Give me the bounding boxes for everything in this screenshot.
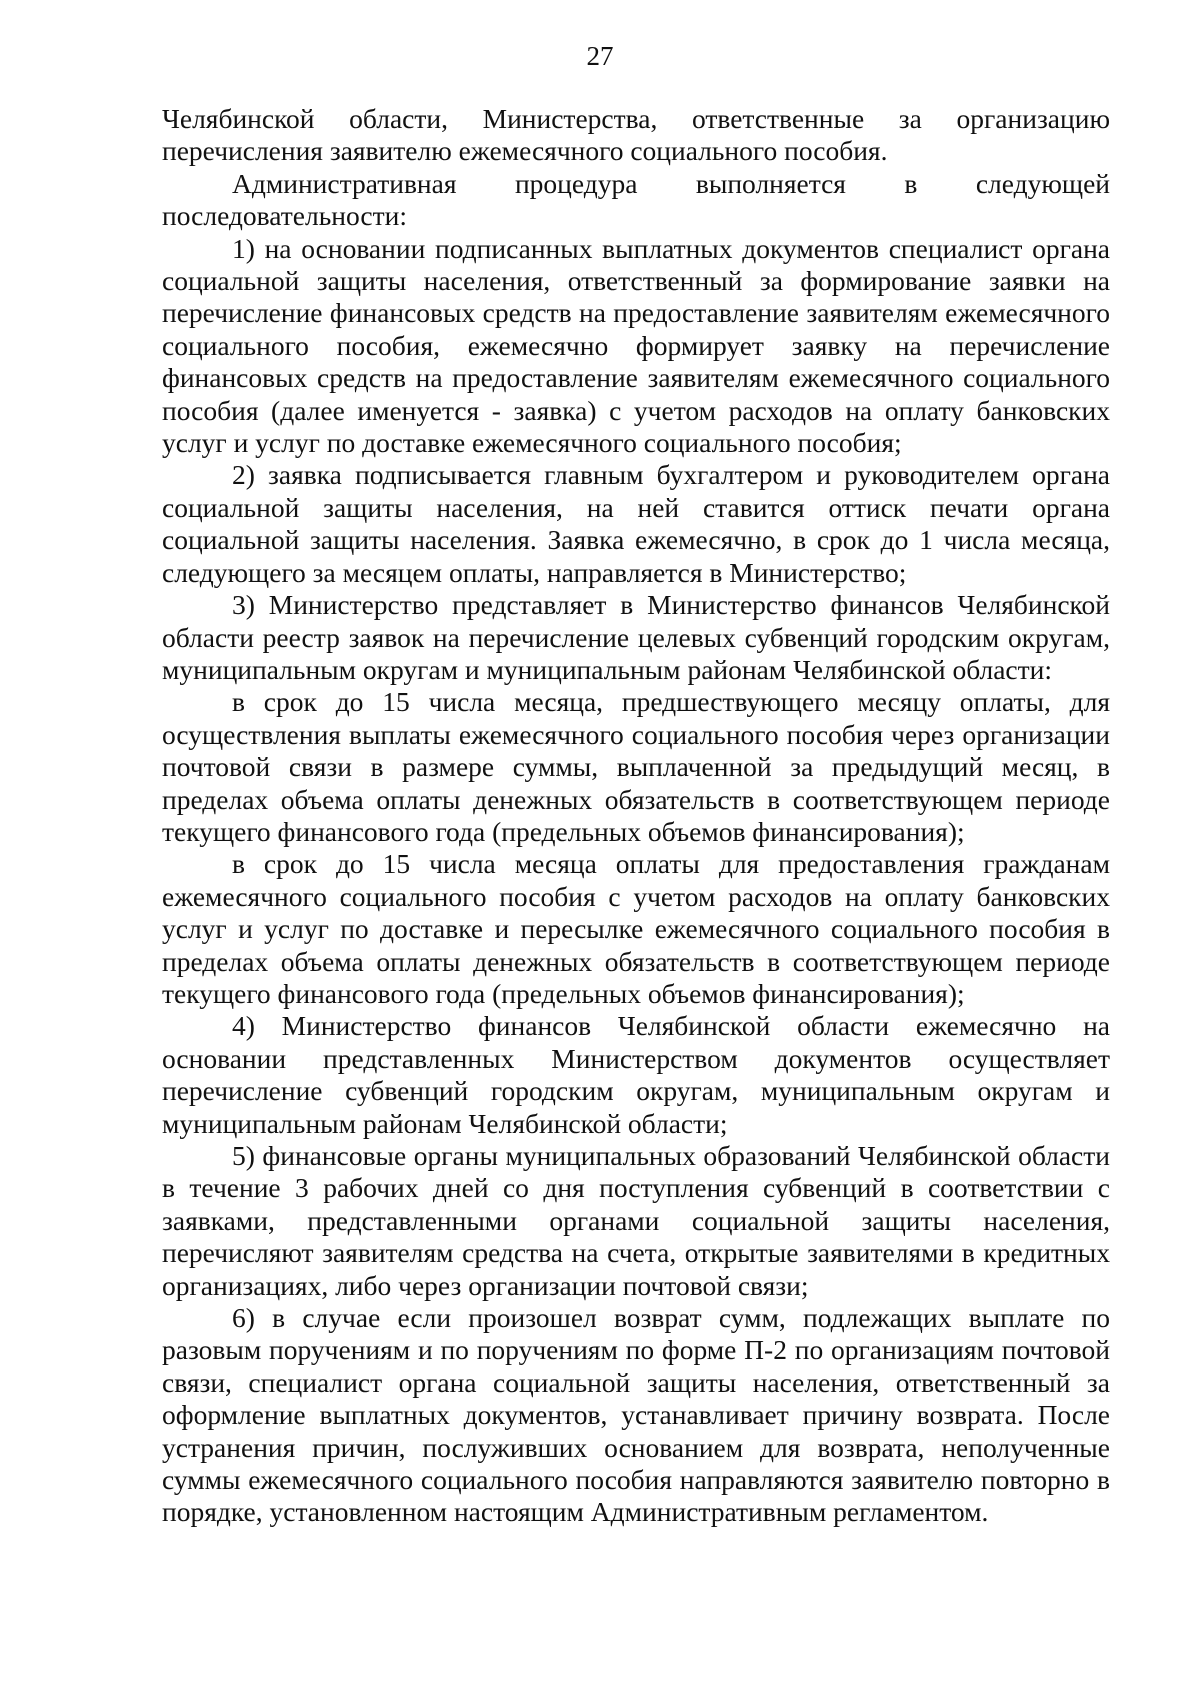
paragraph-step-4: 4) Министерство финансов Челябинской области ежемесячно на основании представленных Министерством документов осуществляет перечисление субвенций городским округам, муниципальным округам и муниципальным районам Челябинской области;: [162, 1010, 1110, 1139]
paragraph-step-3-postal: в срок до 15 числа месяца, предшествующего месяцу оплаты, для осуществления выплаты ежемесячного социального пособия через организации почтовой связи в размере суммы, выплаченной за предыдущий месяц, в пределах объема оплаты денежных обязательств в соответствующем периоде текущего финансового года (предельных объемов финансирования);: [162, 686, 1110, 847]
page-number: 27: [586, 41, 614, 71]
paragraph-continuation: Челябинской области, Министерства, ответственные за организацию перечисления заявителю ежемесячного социального пособия.: [162, 103, 1110, 167]
paragraph-procedure-intro: Административная процедура выполняется в следующей последовательности:: [162, 167, 1110, 232]
paragraph-step-2: 2) заявка подписывается главным бухгалтером и руководителем органа социальной защиты населения, на ней ставится оттиск печати органа социальной защиты населения. Заявка ежемесячно, в срок до 1 числа месяца, следующего за месяцем оплаты, направляется в Министерство;: [162, 459, 1110, 588]
document-body: [162, 103, 1110, 1529]
paragraph-step-6: 6) в случае если произошел возврат сумм, подлежащих выплате по разовым поручениям и по поручениям по форме П-2 по организациям почтовой связи, специалист органа социальной защиты населения, ответственный за оформление выплатных документов, устанавливает причину возврата. После устранения причин, послуживших основанием для возврата, неполученные суммы ежемесячного социального пособия направляются заявителю повторно в порядке, установленном настоящим Административным регламентом.: [162, 1302, 1110, 1528]
paragraph-step-3-banking: в срок до 15 числа месяца оплаты для предоставления гражданам ежемесячного социального пособия с учетом расходов на оплату банковских услуг и услуг по доставке и пересылке ежемесячного социального пособия в пределах объема оплаты денежных обязательств в соответствующем периоде текущего финансового года (предельных объемов финансирования);: [162, 848, 1110, 1009]
paragraph-step-1: 1) на основании подписанных выплатных документов специалист органа социальной защиты населения, ответственный за формирование заявки на перечисление финансовых средств на предоставление заявителям ежемесячного социального пособия, ежемесячно формирует заявку на перечисление финансовых средств на предоставление заявителям ежемесячного социального пособия (далее именуется - заявка) с учетом расходов на оплату банковских услуг и услуг по доставке ежемесячного социального пособия;: [162, 232, 1110, 459]
paragraph-step-5: 5) финансовые органы муниципальных образований Челябинской области в течение 3 рабочих дней со дня поступления субвенций в соответствии с заявками, представленными органами социальной защиты населения, перечисляют заявителям средства на счета, открытые заявителями в кредитных организациях, либо через организации почтовой связи;: [162, 1140, 1110, 1301]
paragraph-step-3: 3) Министерство представляет в Министерство финансов Челябинской области реестр заявок на перечисление целевых субвенций городским округам, муниципальным округам и муниципальным районам Челябинской области:: [162, 589, 1110, 685]
